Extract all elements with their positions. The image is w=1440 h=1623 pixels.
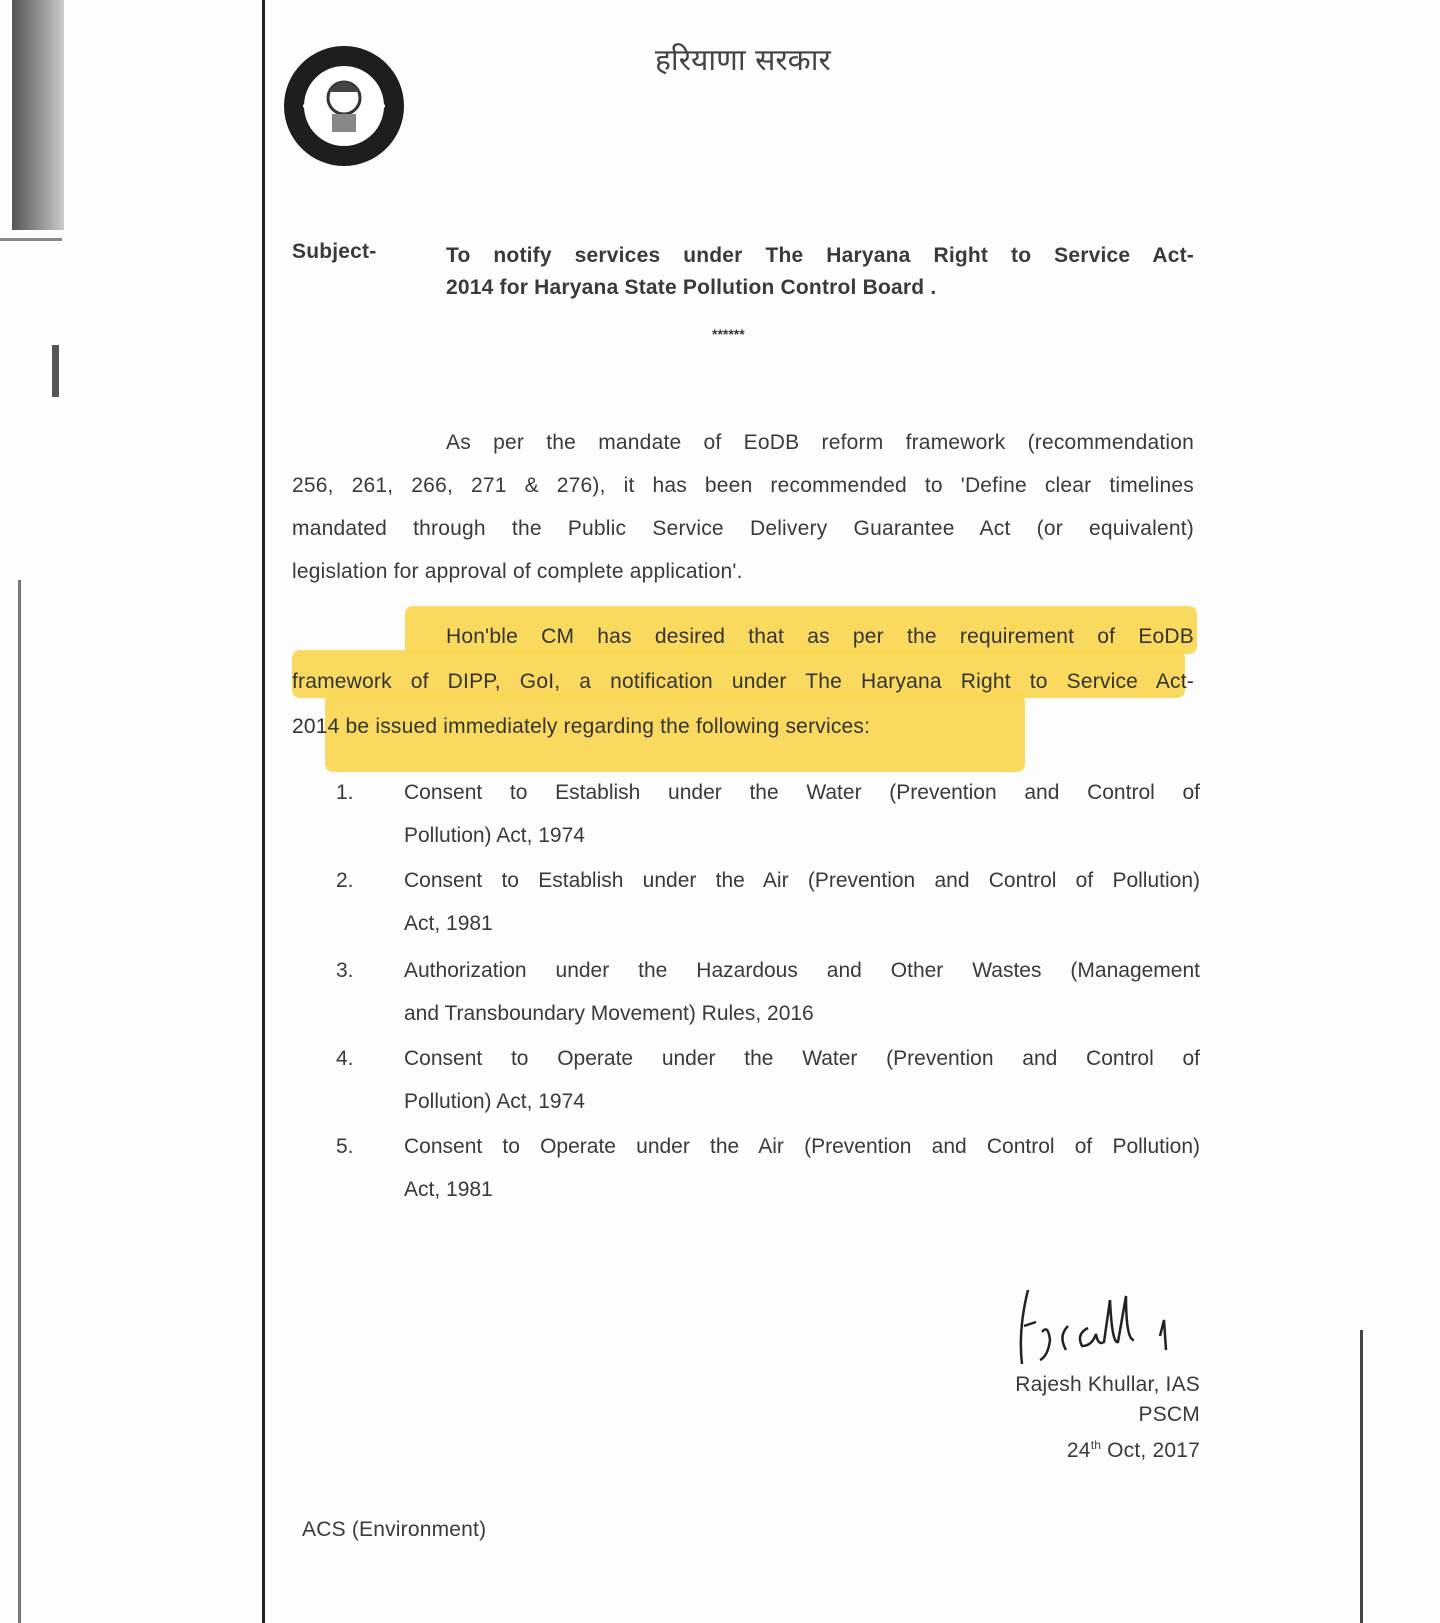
list-item-line: Authorization under the Hazardous and Other Wastes (Management [404, 959, 1200, 982]
signature-date [900, 1430, 1200, 1466]
beti-bachao-logo [280, 42, 408, 170]
paragraph-1 [292, 421, 1194, 593]
date-day: 24 [1066, 1439, 1091, 1462]
paragraph-line: 256, 261, 266, 271 & 276), it has been recommended to 'Define clear timelines [292, 474, 1194, 497]
page-border-left [262, 0, 265, 1623]
paragraph-line: 2014 be issued immediately regarding the following services: [292, 715, 871, 738]
scan-edge-line [0, 238, 62, 241]
list-item-line: Consent to Establish under the Water (Prevention and Control of [404, 781, 1200, 804]
list-item [404, 1037, 1200, 1123]
list-item-line: Consent to Operate under the Air (Prevention and Control of Pollution) [404, 1135, 1200, 1158]
paragraph-line: mandated through the Public Service Delivery Guarantee Act (or equivalent) [292, 517, 1194, 540]
list-item-line: Pollution) Act, 1974 [404, 824, 585, 847]
signatory-designation: PSCM [1138, 1403, 1200, 1426]
list-item-line: and Transboundary Movement) Rules, 2016 [404, 1002, 814, 1025]
date-rest: Oct, 2017 [1101, 1439, 1200, 1462]
list-number: 4. [336, 1047, 354, 1070]
signature-scribble [1010, 1280, 1190, 1375]
subject-text [446, 240, 1194, 304]
subject-label: Subject- [292, 240, 377, 263]
list-item-line: Act, 1981 [404, 1178, 493, 1201]
scan-left-line [18, 580, 21, 1623]
list-item-line: Consent to Establish under the Air (Prevention and Control of Pollution) [404, 869, 1200, 892]
signatory-block [900, 1370, 1200, 1466]
list-item-line: Pollution) Act, 1974 [404, 1090, 585, 1113]
subject-line: 2014 for Haryana State Pollution Control Board . [446, 276, 937, 299]
paragraph-line: legislation for approval of complete application'. [292, 560, 743, 583]
list-item [404, 771, 1200, 857]
paragraph-line: As per the mandate of EoDB reform framework (recommendation [446, 431, 1194, 454]
list-number: 2. [336, 869, 354, 892]
page-border-right [1360, 1330, 1363, 1623]
date-suffix: th [1090, 1438, 1102, 1452]
list-item [404, 859, 1200, 945]
separator: ****** [712, 326, 745, 342]
list-item [404, 1125, 1200, 1211]
header-title: हरियाणा सरकार [655, 43, 831, 78]
list-number: 5. [336, 1135, 354, 1158]
paragraph-line: framework of DIPP, GoI, a notification under The Haryana Right to Service Act- [292, 670, 1194, 693]
list-item-line: Consent to Operate under the Water (Prevention and Control of [404, 1047, 1200, 1070]
list-number: 1. [336, 781, 354, 804]
scan-mark [52, 345, 59, 397]
signatory-name: Rajesh Khullar, IAS [1015, 1373, 1200, 1396]
paragraph-2 [292, 614, 1194, 749]
recipient: ACS (Environment) [302, 1518, 487, 1541]
scan-edge-shadow [12, 0, 64, 230]
list-item-line: Act, 1981 [404, 912, 493, 935]
list-item [404, 949, 1200, 1035]
list-number: 3. [336, 959, 354, 982]
subject-line: To notify services under The Haryana Right to Service Act- [446, 244, 1194, 267]
paragraph-line: Hon'ble CM has desired that as per the requirement of EoDB [446, 625, 1194, 648]
